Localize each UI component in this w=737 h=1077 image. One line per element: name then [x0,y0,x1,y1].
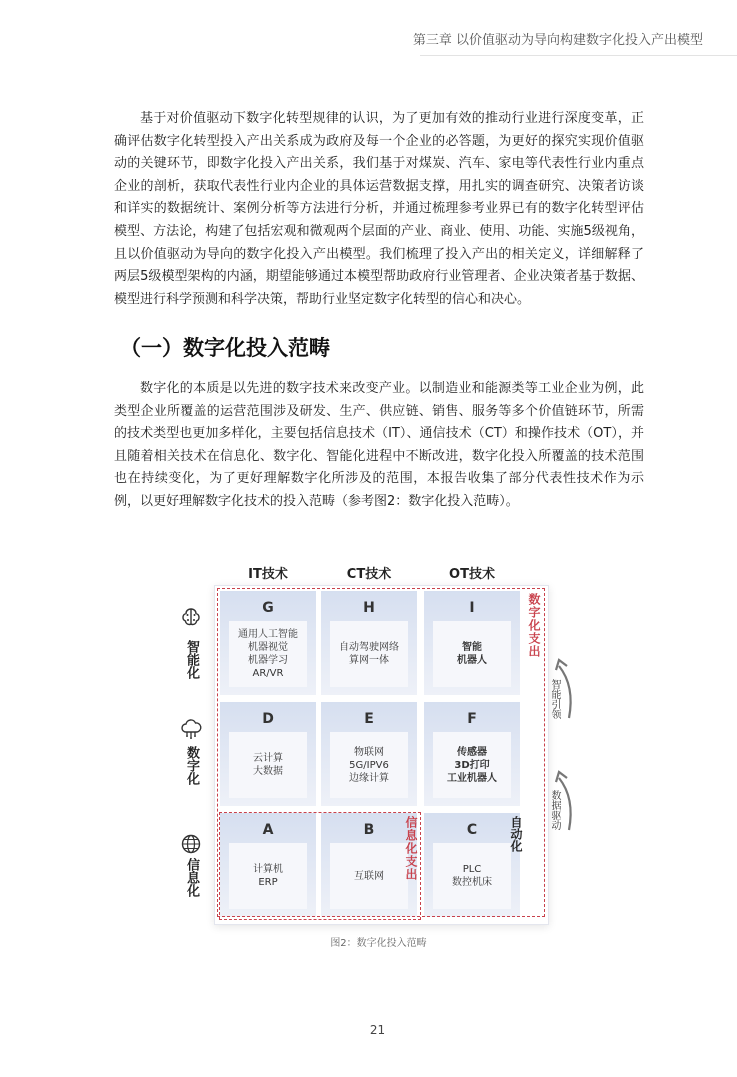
cell-text: 云计算 大数据 [253,753,283,777]
header-divider [420,55,737,56]
cell-text: PLC 数控机床 [452,864,492,888]
cell-c [424,813,520,917]
cell-h [321,591,417,695]
cell-text: 互联网 [354,870,384,882]
smart-lead-label: 智能引领 [549,679,560,719]
cell-d [220,702,316,806]
body-paragraph: 数字化的本质是以先进的数字技术来改变产业。以制造业和能源类等工业企业为例，此类型企业所覆盖的运营范围涉及研发、生产、供应链、销售、服务等多个价值链环节，所需的技术类型也更加多样化，主要包括信息技术（IT）、通信技术（CT）和操作技术（OT），并且随着相关技术在信息化、数字化、智能化进程中不断改进，数字化投入所覆盖的技术范围也在持续变化，为了更好理解数字化所涉及的范围，本报告收集了部分代表性技术作为示例，以更好理解数字化技术的投入范畴（参考图2：数字化投入范畴）。 [114,381,644,509]
column-header-ct: CT技术 [346,567,392,582]
cell-letter: C [466,822,478,838]
cell-a [220,813,316,917]
cell-i [424,591,520,695]
brain-icon [179,606,203,630]
cell-g [220,591,316,695]
page-number: 21 [369,1023,386,1037]
cell-text: 传感器 3D打印 工业机器人 [447,746,497,784]
cell-e [321,702,417,806]
column-header-ot: OT技术 [449,567,495,582]
cell-f [424,702,520,806]
info-spend-label: 信息化支出 [404,816,418,881]
cell-text: 通用人工智能 机器视觉 机器学习 AR/VR [238,629,298,679]
cell-letter: H [363,600,375,616]
cell-letter: A [262,822,274,838]
automation-label: 自动化 [509,816,523,852]
section-title: （一）数字化投入范畴 [120,336,330,360]
data-drive-label: 数据驱动 [549,790,560,830]
figure-caption: 图2：数字化投入范畴 [330,938,427,949]
globe-icon [179,832,203,856]
row-label-info: 信息化 [184,858,199,897]
cell-letter: E [364,711,374,727]
cell-letter: F [467,711,477,727]
digital-spend-label: 数字化支出 [527,593,541,658]
cell-letter: G [262,600,274,616]
cell-text: 智能 机器人 [457,642,487,666]
cell-text: 自动驾驶网络 算网一体 [339,642,399,666]
row-label-smart: 智能化 [184,640,199,679]
cell-letter: B [363,822,375,838]
intro-paragraph: 基于对价值驱动下数字化转型规律的认识，为了更加有效的推动行业进行深度变革，正确评估数字化转型投入产出关系成为政府及每一个企业的必答题，为更好的探究实现价值驱动的关键环节，即数字化投入产出关系，我们基于对煤炭、汽车、家电等代表性行业内重点企业的剖析，获取代表性行业内企业的具体运营数据支撑，用扎实的调查研究、决策者访谈和详实的数据统计、案例分析等方法进行分析，并通过梳理参考业界已有的数字化转型评估模型、方法论，构建了包括宏观和微观两个层面的产业、商业、使用、功能、实施5级视角，且以价值驱动为导向的数字化投入产出模型。我们梳理了投入产出的相关定义，详细解释了两层5级模型架构的内涵，期望能够通过本模型帮助政府行业管理者、企业决策者基于数据、模型进行科学预测和科学决策，帮助行业坚定数字化转型的信心和决心。 [114,111,644,307]
cloud-network-icon [179,717,203,741]
cell-letter: D [262,711,274,727]
cell-letter: I [469,600,475,616]
page-header: 第三章 以价值驱动为导向构建数字化投入产出模型 [412,33,703,48]
cell-text: 物联网 5G/IPV6 边缘计算 [349,746,389,784]
row-label-digital: 数字化 [184,746,199,785]
column-header-it: IT技术 [248,567,288,582]
cell-text: 计算机 ERP [253,864,283,888]
